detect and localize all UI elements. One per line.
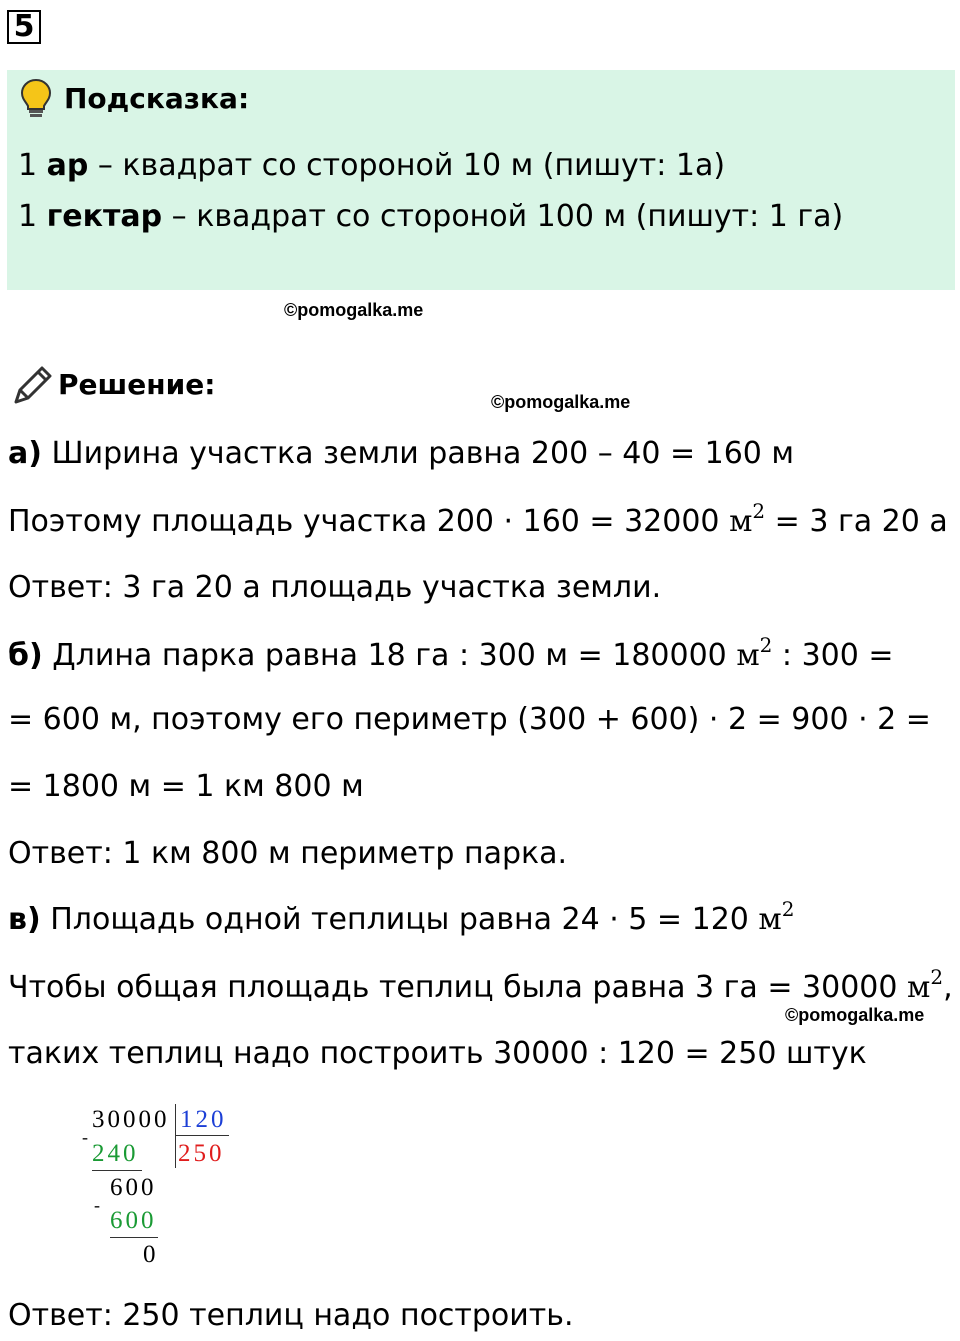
part-c-line-2: Чтобы общая площадь теплиц была равна 3 га = 30000 $м^2$, [8,965,953,1005]
part-b-line-1: б) Длина парка равна 18 га : 300 м = 180000 $м^2$ : 300 = [8,633,894,673]
part-b-answer: Ответ: 1 км 800 м периметр парка. [8,836,568,871]
part-c-line-3: таких теплиц надо построить 30000 : 120 = 250 штук [8,1036,867,1071]
division-minus: - [82,1127,91,1147]
division-rule [92,1170,142,1171]
division-bracket-horizontal [175,1135,229,1136]
watermark: ©pomogalka.me [284,300,424,320]
watermark: ©pomogalka.me [491,392,631,412]
hint-title: Подсказка: [64,82,250,115]
division-step1-sub: 240 [92,1140,139,1167]
part-c-line-1: в) Площадь одной теплицы равна 24 · 5 = 120 $м^2$ [8,897,795,937]
watermark: ©pomogalka.me [785,1005,925,1025]
division-divisor: 120 [180,1106,227,1133]
division-bracket-vertical [175,1104,176,1168]
part-a-answer: Ответ: 3 га 20 а площадь участка земли. [8,570,662,605]
solution-title: Решение: [58,368,216,401]
part-a-line-2: Поэтому площадь участка 200 · 160 = 32000 $м^2 = 3$ га 20 а [8,499,948,539]
hint-line-hectare: 1 гектар – квадрат со стороной 100 м (пишут: 1 га) [18,199,844,234]
pencil-icon [10,364,54,408]
lightbulb-icon [20,78,52,120]
division-quotient: 250 [178,1140,225,1167]
division-rule [110,1237,158,1238]
division-step2-sub: 600 [110,1207,157,1234]
term-hectare: гектар [46,199,163,234]
part-a-line-1: а) Ширина участка земли равна 200 – 40 = 160 м [8,436,795,471]
part-c-answer: Ответ: 250 теплиц надо построить. [8,1298,574,1333]
task-number: 5 [7,10,41,44]
division-dividend: 30000 [92,1106,170,1133]
hint-line-ar: 1 ар – квадрат со стороной 10 м (пишут: 1а) [18,148,726,183]
division-remainder: 0 [143,1241,159,1268]
term-ar: ар [46,148,89,183]
division-minus: - [94,1195,103,1215]
part-b-line-2: = 600 м, поэтому его периметр (300 + 600) · 2 = 900 · 2 = [8,702,931,737]
part-b-line-3: = 1800 м = 1 км 800 м [8,769,364,804]
division-step2-rem: 600 [110,1174,157,1201]
